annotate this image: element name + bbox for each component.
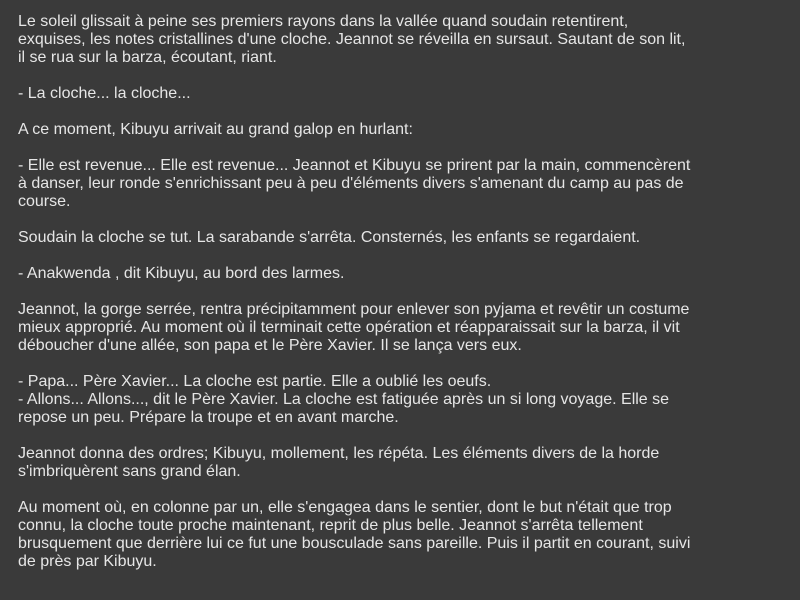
text-line: Soudain la cloche se tut. La sarabande s'arrêta. Consternés, les enfants se regardaient.	[18, 229, 641, 246]
paragraph-6	[18, 265, 788, 283]
paragraph-8	[18, 373, 788, 427]
text-line: course.	[18, 193, 71, 210]
text-line: à danser, leur ronde s'enrichissant peu à peu d'éléments divers s'amenant du camp au pas de	[18, 175, 684, 192]
paragraph-2	[18, 85, 788, 103]
text-line: brusquement que derrière lui ce fut une bousculade sans pareille. Puis il partit en courant, suivi	[18, 535, 691, 552]
text-line: - Papa... Père Xavier... La cloche est partie. Elle a oublié les oeufs.	[18, 373, 492, 390]
text-line: Jeannot donna des ordres; Kibuyu, mollement, les répéta. Les éléments divers de la horde	[18, 445, 660, 462]
text-line: il se rua sur la barza, écoutant, riant.	[18, 49, 277, 66]
paragraph-1	[18, 13, 788, 67]
text-line: - Allons... Allons..., dit le Père Xavier. La cloche est fatiguée après un si long voyage. Elle se	[18, 391, 670, 408]
text-line: s'imbriquèrent sans grand élan.	[18, 463, 241, 480]
text-line: Au moment où, en colonne par un, elle s'engagea dans le sentier, dont le but n'était que trop	[18, 499, 672, 516]
paragraph-9	[18, 445, 788, 481]
paragraph-5	[18, 229, 788, 247]
text-line: Le soleil glissait à peine ses premiers rayons dans la vallée quand soudain retentirent,	[18, 13, 629, 30]
text-line: exquises, les notes cristallines d'une cloche. Jeannot se réveilla en sursaut. Sautant de son lit,	[18, 31, 686, 48]
text-line: - Anakwenda , dit Kibuyu, au bord des larmes.	[18, 265, 345, 282]
text-line: - La cloche... la cloche...	[18, 85, 191, 102]
text-line: connu, la cloche toute proche maintenant, reprit de plus belle. Jeannot s'arrêta tellement	[18, 517, 643, 534]
paragraph-3	[18, 121, 788, 139]
text-line: A ce moment, Kibuyu arrivait au grand galop en hurlant:	[18, 121, 413, 138]
paragraph-10	[18, 499, 788, 571]
text-line: - Elle est revenue... Elle est revenue... Jeannot et Kibuyu se prirent par la main, commencèrent	[18, 157, 691, 174]
text-line: Jeannot, la gorge serrée, rentra précipitamment pour enlever son pyjama et revêtir un costume	[18, 301, 690, 318]
text-line: repose un peu. Prépare la troupe et en avant marche.	[18, 409, 399, 426]
text-line: de près par Kibuyu.	[18, 553, 157, 570]
text-line: mieux approprié. Au moment où il terminait cette opération et réapparaissait sur la barza, il vit	[18, 319, 680, 336]
paragraph-7	[18, 301, 788, 355]
text-line: déboucher d'une allée, son papa et le Père Xavier. Il se lança vers eux.	[18, 337, 522, 354]
story-text	[18, 13, 788, 589]
paragraph-4	[18, 157, 788, 211]
